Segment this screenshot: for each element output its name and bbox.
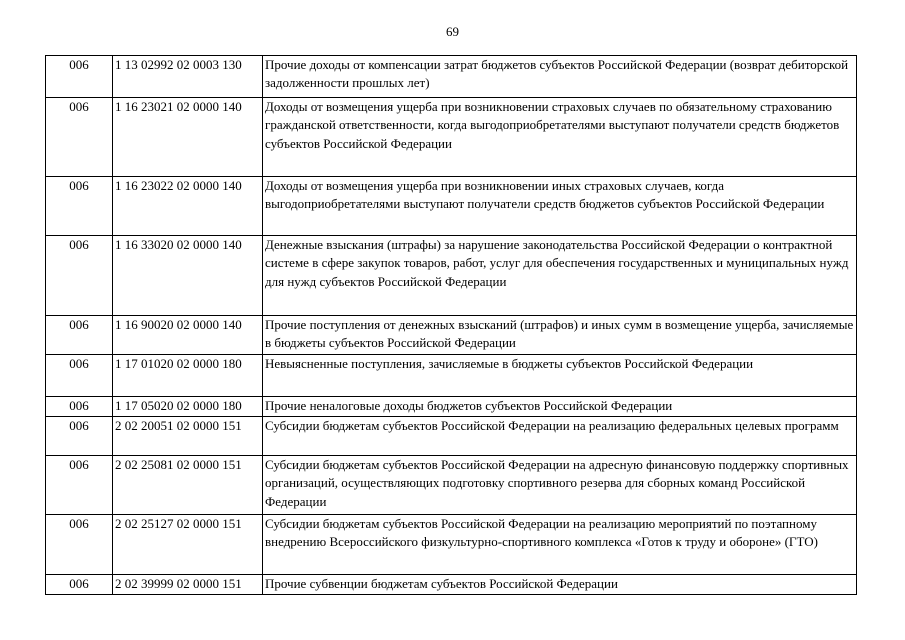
revenue-code-cell: 1 17 01020 02 0000 180 <box>113 355 263 397</box>
revenue-name-cell: Субсидии бюджетам субъектов Российской Федерации на адресную финансовую поддержку спортивных организаций, осуществляющих подготовку спортивного резерва для сборных команд Российской Федерации <box>263 456 857 515</box>
revenue-name-cell: Денежные взыскания (штрафы) за нарушение законодательства Российской Федерации о контрактной системе в сфере закупок товаров, работ, услуг для обеспечения государственных и муниципальных нужд для нужд субъектов Российской Федерации <box>263 236 857 316</box>
admin-code-cell: 006 <box>46 177 113 236</box>
table-row <box>46 355 857 397</box>
table-row <box>46 515 857 575</box>
table-row <box>46 397 857 417</box>
revenue-code-cell: 1 16 90020 02 0000 140 <box>113 316 263 355</box>
table-row <box>46 417 857 456</box>
page-number: 69 <box>446 24 459 39</box>
revenue-code-cell: 1 17 05020 02 0000 180 <box>113 397 263 417</box>
table-row <box>46 316 857 355</box>
table-row <box>46 575 857 595</box>
admin-code-cell: 006 <box>46 98 113 177</box>
admin-code-cell: 006 <box>46 456 113 515</box>
admin-code-cell: 006 <box>46 417 113 456</box>
budget-revenue-table <box>45 55 857 595</box>
revenue-name-cell: Доходы от возмещения ущерба при возникновении иных страховых случаев, когда выгодоприобретателями выступают получатели средств бюджетов субъектов Российской Федерации <box>263 177 857 236</box>
table-row <box>46 456 857 515</box>
table-row <box>46 98 857 177</box>
admin-code-cell: 006 <box>46 236 113 316</box>
revenue-code-cell: 1 16 33020 02 0000 140 <box>113 236 263 316</box>
revenue-name-cell: Прочие субвенции бюджетам субъектов Российской Федерации <box>263 575 857 595</box>
revenue-code-cell: 2 02 20051 02 0000 151 <box>113 417 263 456</box>
revenue-code-cell: 1 16 23022 02 0000 140 <box>113 177 263 236</box>
revenue-name-cell: Субсидии бюджетам субъектов Российской Федерации на реализацию мероприятий по поэтапному внедрению Всероссийского физкультурно-спортивного комплекса «Готов к труду и обороне» (ГТО) <box>263 515 857 575</box>
revenue-name-cell: Доходы от возмещения ущерба при возникновении страховых случаев по обязательному страхованию гражданской ответственности, когда выгодоприобретателями выступают получатели средств бюджетов субъектов Российской Федерации <box>263 98 857 177</box>
revenue-name-cell: Субсидии бюджетам субъектов Российской Федерации на реализацию федеральных целевых программ <box>263 417 857 456</box>
admin-code-cell: 006 <box>46 575 113 595</box>
table-row <box>46 236 857 316</box>
revenue-name-cell: Прочие доходы от компенсации затрат бюджетов субъектов Российской Федерации (возврат дебиторской задолженности прошлых лет) <box>263 56 857 98</box>
admin-code-cell: 006 <box>46 56 113 98</box>
revenue-code-cell: 1 16 23021 02 0000 140 <box>113 98 263 177</box>
table-row <box>46 56 857 98</box>
table-row <box>46 177 857 236</box>
admin-code-cell: 006 <box>46 355 113 397</box>
revenue-code-cell: 2 02 25081 02 0000 151 <box>113 456 263 515</box>
revenue-name-cell: Прочие поступления от денежных взысканий (штрафов) и иных сумм в возмещение ущерба, зачисляемые в бюджеты субъектов Российской Федерации <box>263 316 857 355</box>
revenue-code-cell: 1 13 02992 02 0003 130 <box>113 56 263 98</box>
revenue-name-cell: Прочие неналоговые доходы бюджетов субъектов Российской Федерации <box>263 397 857 417</box>
admin-code-cell: 006 <box>46 397 113 417</box>
revenue-name-cell: Невыясненные поступления, зачисляемые в бюджеты субъектов Российской Федерации <box>263 355 857 397</box>
admin-code-cell: 006 <box>46 515 113 575</box>
admin-code-cell: 006 <box>46 316 113 355</box>
revenue-code-cell: 2 02 25127 02 0000 151 <box>113 515 263 575</box>
revenue-code-cell: 2 02 39999 02 0000 151 <box>113 575 263 595</box>
